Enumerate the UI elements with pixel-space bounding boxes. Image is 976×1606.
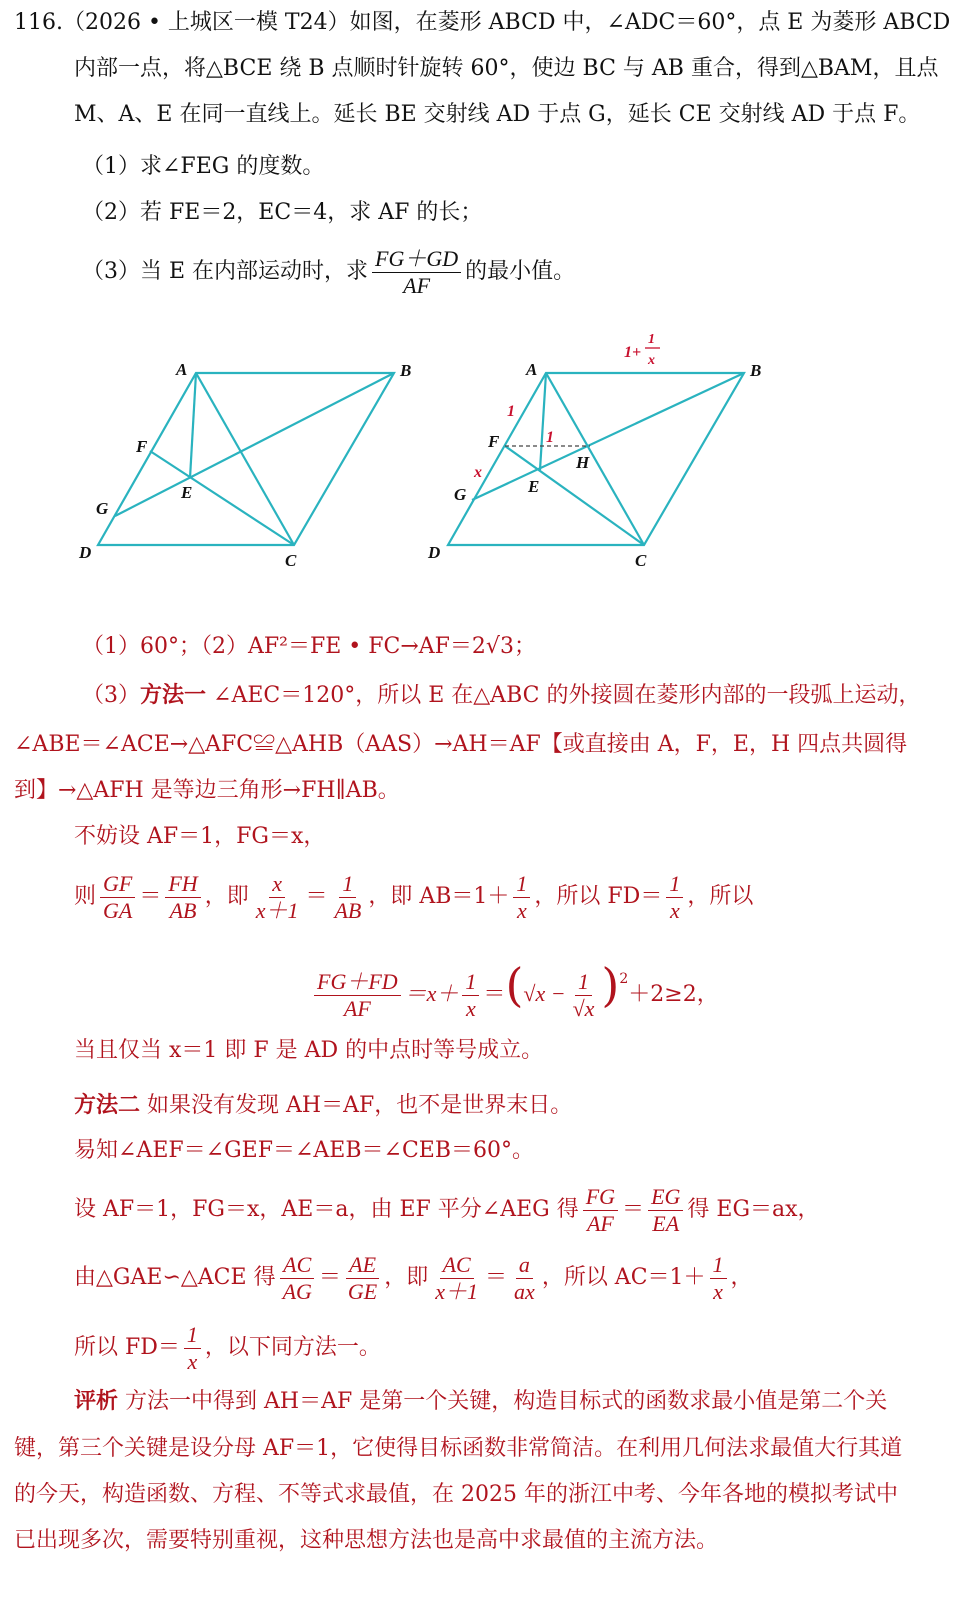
frac-den: x＋1 <box>255 897 299 923</box>
method2-text-3b: ，即 <box>384 1265 429 1290</box>
method2-line-2: 设 AF＝1，FG＝x，AE＝a，由 EF 平分∠AEG 得 $\frac{FG}{AF}$ ＝ $\frac{EG}{EA}$ 得 EG＝ax， <box>74 1184 820 1236</box>
eq-exponent: 2 <box>619 970 629 987</box>
fig2-line-ae <box>540 373 546 470</box>
method2-intro-line <box>74 1090 572 1121</box>
fig2-label-ab-prefix: 1+ <box>624 344 642 361</box>
problem-stem-3: M、A、E 在同一直线上。延长 BE 交射线 AD 于点 G，延长 CE 交射线 AD 于点 F。 <box>74 102 921 127</box>
frac-ac-x1 <box>432 1252 481 1304</box>
frac-num: GF <box>100 871 135 897</box>
frac-1-sqrtx <box>570 969 598 1021</box>
frac-1-x-b <box>666 871 683 923</box>
frac-ac-ag <box>280 1252 315 1304</box>
fig2-label-g: G <box>454 485 467 504</box>
fig2-label-ab-num: 1 <box>648 332 655 347</box>
frac-num: a <box>516 1252 533 1278</box>
answer-1-2: （1）60°；（2）AF²＝FE • FC→AF＝2√3； <box>82 634 536 659</box>
fig2-label-a: A <box>526 360 538 379</box>
frac-den: x <box>713 1278 723 1304</box>
frac-num: EG <box>648 1184 683 1210</box>
fig2-label-d: D <box>428 543 441 562</box>
q3-fraction <box>372 246 461 298</box>
frac-num: FG＋FD <box>314 969 401 995</box>
q3-suffix: 的最小值。 <box>465 259 576 284</box>
frac-den: EA <box>652 1210 680 1236</box>
method2-text-3a: 由△GAE∽△ACE 得 <box>74 1265 276 1290</box>
frac-num: FG <box>583 1184 618 1210</box>
fig2-label-c: C <box>635 551 647 570</box>
fig1-label-e: E <box>181 483 193 502</box>
method2-line-1: 易知∠AEF＝∠GEF＝∠AEB＝∠CEB＝60°。 <box>74 1138 535 1163</box>
problem-source: （2026 • 上城区一模 T24） <box>62 10 350 35</box>
frac-num: AC <box>280 1252 314 1278</box>
question-2: （2）若 FE＝2，EC＝4，求 AF 的长； <box>82 200 483 225</box>
frac-1-ab <box>331 871 364 923</box>
frac-num: 1 <box>710 1252 727 1278</box>
frac-num: 1 <box>184 1322 201 1348</box>
frac-den: AF <box>343 995 371 1021</box>
method1-ie2: ，即 AB＝1＋ <box>368 884 510 909</box>
frac-target <box>314 969 401 1021</box>
eq-mid-1: ＝x＋ <box>404 981 459 1006</box>
method2-title: 方法二 <box>74 1092 141 1118</box>
frac-num: 1 <box>462 969 479 995</box>
paren-right: ) <box>601 958 620 1012</box>
review-line-3: 的今天，构造函数、方程、不等式求最值，在 2025 年的浙江中考、今年各地的模拟考试中 <box>14 1482 898 1507</box>
figure-1-labels <box>78 360 411 570</box>
frac-ae-ge <box>345 1252 380 1304</box>
method1-text-2b: 【或直接由 A，F，E，H 四点共圆得 <box>540 732 908 757</box>
frac-den: x <box>466 995 476 1021</box>
method1-text-2a: ∠ABE＝∠ACE→△AFC≌△AHB（AAS）→AH＝AF <box>14 732 541 757</box>
frac-num: 1 <box>575 969 592 995</box>
frac-1-x-c <box>462 969 479 1021</box>
frac-den: AF <box>586 1210 614 1236</box>
method1-line-2 <box>14 730 907 760</box>
frac-den: x <box>187 1348 198 1374</box>
frac-den: GE <box>347 1278 378 1304</box>
frac-eg-ea <box>648 1184 683 1236</box>
review-text-1: 方法一中得到 AH＝AF 是第一个关键，构造目标式的函数求最小值是第二个关 <box>125 1389 888 1414</box>
paren-left: ( <box>505 958 524 1012</box>
review-line-2: 键，第三个关键是设分母 AF＝1，它使得目标函数非常简洁。在利用几何法求最值大行其道 <box>14 1436 903 1461</box>
frac-den: x <box>669 897 680 923</box>
fig2-label-h: H <box>576 453 590 472</box>
frac-num: 1 <box>513 871 530 897</box>
fig1-line-ac <box>196 373 294 545</box>
figure-2-measure-labels <box>473 332 660 481</box>
frac-num: x <box>269 871 285 897</box>
fig2-label-f: F <box>488 432 500 451</box>
method1-then: 则 <box>74 884 97 909</box>
frac-den: AB <box>169 897 197 923</box>
frac-num: AE <box>346 1252 379 1278</box>
method1-when: 当且仅当 x＝1 即 F 是 AD 的中点时等号成立。 <box>74 1038 544 1063</box>
frac-fh-ab <box>165 871 200 923</box>
method2-line-4 <box>74 1318 381 1378</box>
frac-den: √x <box>572 995 595 1021</box>
problem-stem-2: 内部一点，将△BCE 绕 B 点顺时针旋转 60°，使边 BC 与 AB 重合，得到△BAM，且点 <box>74 56 939 81</box>
frac-den: GA <box>103 897 133 923</box>
method1-end: ，所以 <box>687 884 754 909</box>
method2-text-2b: 得 EG＝ax， <box>687 1197 820 1222</box>
eq-end: ＋2≥2， <box>628 982 719 1007</box>
method2-text-3c: ，所以 AC＝1＋ <box>541 1265 706 1290</box>
problem-number: 116. <box>14 10 63 35</box>
fig2-label-ab-den: x <box>648 353 655 368</box>
method1-title: 方法一 <box>140 682 207 708</box>
question-1: （1）求∠FEG 的度数。 <box>82 154 325 179</box>
method1-ie: ，即 <box>204 884 249 909</box>
fig1-label-f: F <box>136 437 148 456</box>
frac-den: ax <box>514 1278 535 1304</box>
method2-intro: 如果没有发现 AH＝AF，也不是世界末日。 <box>147 1093 573 1118</box>
fig1-label-d: D <box>79 543 92 562</box>
frac-1-x-a <box>513 871 530 923</box>
frac-1-x-d <box>710 1252 727 1304</box>
fig2-label-fg: x <box>474 464 482 481</box>
frac-num: 1 <box>666 871 683 897</box>
method2-text-3d: ， <box>730 1265 753 1290</box>
frac-den: AB <box>334 897 362 923</box>
review-line-4: 已出现多次，需要特别重视，这种思想方法也是高中求最值的主流方法。 <box>14 1528 719 1553</box>
eq-sqrt-x: √x − <box>523 981 566 1006</box>
fig1-label-g: G <box>96 499 109 518</box>
frac-num: AC <box>440 1252 474 1278</box>
fig1-label-c: C <box>285 551 297 570</box>
method1-ratio-line: 则 $\frac{GF}{GA}$ ＝ $\frac{FH}{AB}$ ，即 $\frac{x}{x+1}$ ＝ $\frac{1}{AB}$ ，即 AB＝1＋ $\frac{1}{x}$ ，所以 FD＝ $\frac{1}{x}$ ，所以 <box>74 871 754 923</box>
fig1-line-cf <box>150 451 294 545</box>
problem-line-1 <box>14 8 950 38</box>
method2-text-4b: ，以下同方法一。 <box>204 1335 381 1360</box>
method1-so: ，所以 FD＝ <box>534 884 663 909</box>
fig2-label-af: 1 <box>507 403 515 420</box>
fig1-line-ae <box>190 373 196 478</box>
fig2-label-fh: 1 <box>546 429 554 446</box>
method2-text-4a: 所以 FD＝ <box>74 1335 180 1360</box>
frac-den: AG <box>282 1278 312 1304</box>
fig1-label-b: B <box>400 361 412 380</box>
frac-den: x＋1 <box>435 1278 479 1304</box>
review-title: 评析 <box>74 1388 119 1414</box>
q3-frac-den: AF <box>403 272 431 298</box>
problem-stem-1: 如图，在菱形 ABCD 中，∠ADC＝60°，点 E 为菱形 ABCD <box>349 10 951 35</box>
frac-gf-ga <box>100 871 135 923</box>
frac-num: FH <box>165 871 200 897</box>
fig1-label-a: A <box>176 360 188 379</box>
q3-prefix: （3）当 E 在内部运动时，求 <box>82 259 369 284</box>
frac-x-x1 <box>253 871 302 923</box>
method2-line-3: 由△GAE∽△ACE 得 $\frac{AC}{AG}$ ＝ $\frac{AE}{GE}$ ，即 $\frac{AC}{x+1}$ ＝ $\frac{a}{ax}$ ，所以 AC＝1＋ $\frac{1}{x}$ ， <box>74 1252 753 1304</box>
fig2-label-b: B <box>750 361 762 380</box>
frac-den: x <box>517 897 527 923</box>
geometry-figures <box>0 320 976 580</box>
frac-fg-af <box>583 1184 618 1236</box>
method1-text-1: ∠AEC＝120°，所以 E 在△ABC 的外接圆在菱形内部的一段弧上运动， <box>213 683 921 708</box>
frac-a-ax <box>511 1252 538 1304</box>
method1-set: 不妨设 AF＝1，FG＝x， <box>74 824 326 849</box>
eq-mid-2: ＝ <box>483 982 506 1007</box>
q3-frac-num: FG＋GD <box>372 246 461 272</box>
frac-1-x-e <box>184 1322 201 1374</box>
review-line-1 <box>74 1386 887 1417</box>
question-3 <box>82 240 575 304</box>
fig2-label-e: E <box>528 477 540 496</box>
figure-2 <box>448 373 744 545</box>
method1-line-3: 到】→△AFH 是等边三角形→FH∥AB。 <box>14 778 400 803</box>
method1-line-1 <box>82 680 920 711</box>
method2-text-2a: 设 AF＝1，FG＝x，AE＝a，由 EF 平分∠AEG 得 <box>74 1197 579 1222</box>
method1-equation <box>310 952 719 1028</box>
fig2-line-cf <box>505 446 644 545</box>
figure-1 <box>98 373 394 545</box>
method1-head: （3） <box>82 683 140 708</box>
frac-num: 1 <box>339 871 356 897</box>
